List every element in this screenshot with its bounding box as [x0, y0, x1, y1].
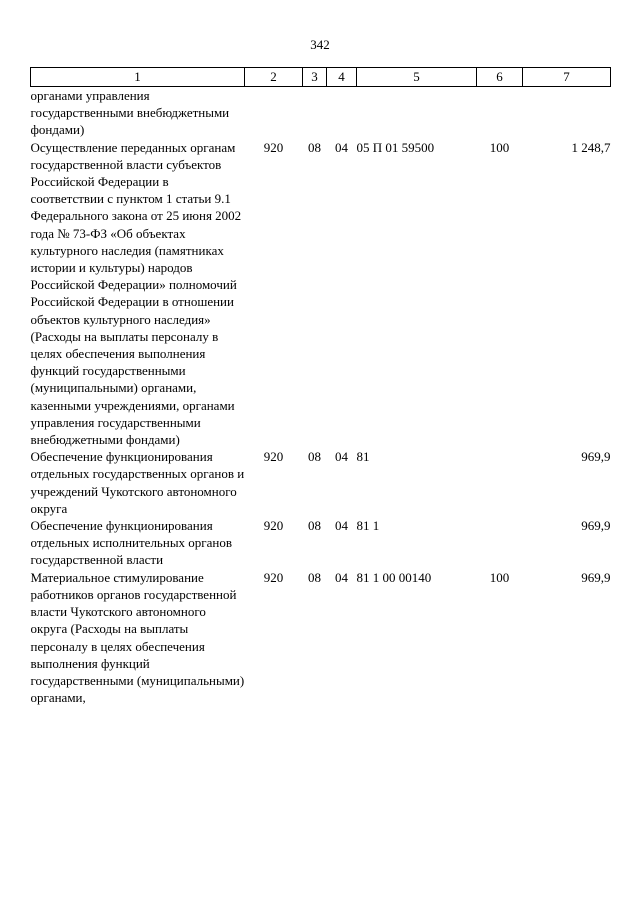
row-ministry: 920 [263, 139, 284, 155]
row-name: Материальное стимулирование работников органов государственной власти Чукотского автономного округа (Расходы на выплаты персоналу в целях обеспечения выполнения функций государственными (муниципальными) органами, [30, 569, 245, 706]
row-amount: 969,9 [581, 449, 611, 465]
page-number: 342 [310, 37, 330, 52]
row-section: 08 [308, 518, 321, 534]
row-expense-type [477, 87, 523, 139]
row-name: Обеспечение функционирования отдельных исполнительных органов государственной власти [30, 518, 232, 568]
row-subsection: 04 [335, 569, 348, 585]
row-ministry: 920 [263, 518, 284, 534]
column-header-4: 4 [327, 68, 357, 87]
row-subsection: 04 [335, 518, 348, 534]
row-expense-type: 100 [489, 139, 510, 155]
row-section: 08 [308, 569, 321, 585]
row-amount: 969,9 [581, 569, 611, 585]
column-header-1: 1 [31, 68, 245, 87]
column-header-5: 5 [357, 68, 477, 87]
table-row [31, 448, 611, 517]
row-subsection: 04 [335, 139, 348, 155]
row-ministry: 920 [263, 449, 284, 465]
table-row [31, 517, 611, 569]
table-row [31, 569, 611, 707]
row-name: Обеспечение функционирования отдельных государственных органов и учреждений Чукотского автономного округа [30, 449, 245, 516]
table-body [31, 87, 611, 707]
row-target: 05 П 01 59500 [356, 139, 435, 155]
table-row [31, 139, 611, 449]
column-header-7: 7 [523, 68, 611, 87]
row-target: 81 1 00 00140 [356, 569, 432, 585]
row-target: 81 [356, 449, 370, 465]
row-amount: 969,9 [581, 518, 611, 534]
row-subsection: 04 [335, 449, 348, 465]
row-ministry [245, 87, 303, 139]
table-header [31, 68, 611, 87]
row-section: 08 [308, 449, 321, 465]
row-subsection [327, 87, 357, 139]
row-ministry: 920 [263, 569, 284, 585]
budget-table [30, 67, 611, 706]
row-amount [523, 87, 611, 139]
row-section [303, 87, 327, 139]
row-name: Осуществление переданных органам государственной власти субъектов Российской Федерации в соответствии с пунктом 1 статьи 9.1 Федерального закона от 25 июня 2002 года № 73-ФЗ «Об объектах культурного наследия (памятниках истории и культуры) народов Российской Федерации» полномочий Российской Федерации в отношении объектов культурного наследия» (Расходы на выплаты персоналу в целях обеспечения выполнения функций государственными (муниципальными) органами, казенными учреждениями, органами управления государственными внебюджетными фондами) [30, 139, 242, 448]
column-header-6: 6 [477, 68, 523, 87]
row-target: 81 1 [356, 518, 380, 534]
column-header-2: 2 [245, 68, 303, 87]
row-expense-type [477, 448, 523, 517]
row-amount: 1 248,7 [571, 139, 611, 155]
row-expense-type: 100 [489, 569, 510, 585]
row-target [357, 87, 477, 139]
row-section: 08 [308, 139, 321, 155]
table-row [31, 87, 611, 139]
row-name: органами управления государственными внебюджетными фондами) [30, 88, 230, 138]
column-header-3: 3 [303, 68, 327, 87]
header-row [31, 68, 611, 87]
row-expense-type [477, 517, 523, 569]
